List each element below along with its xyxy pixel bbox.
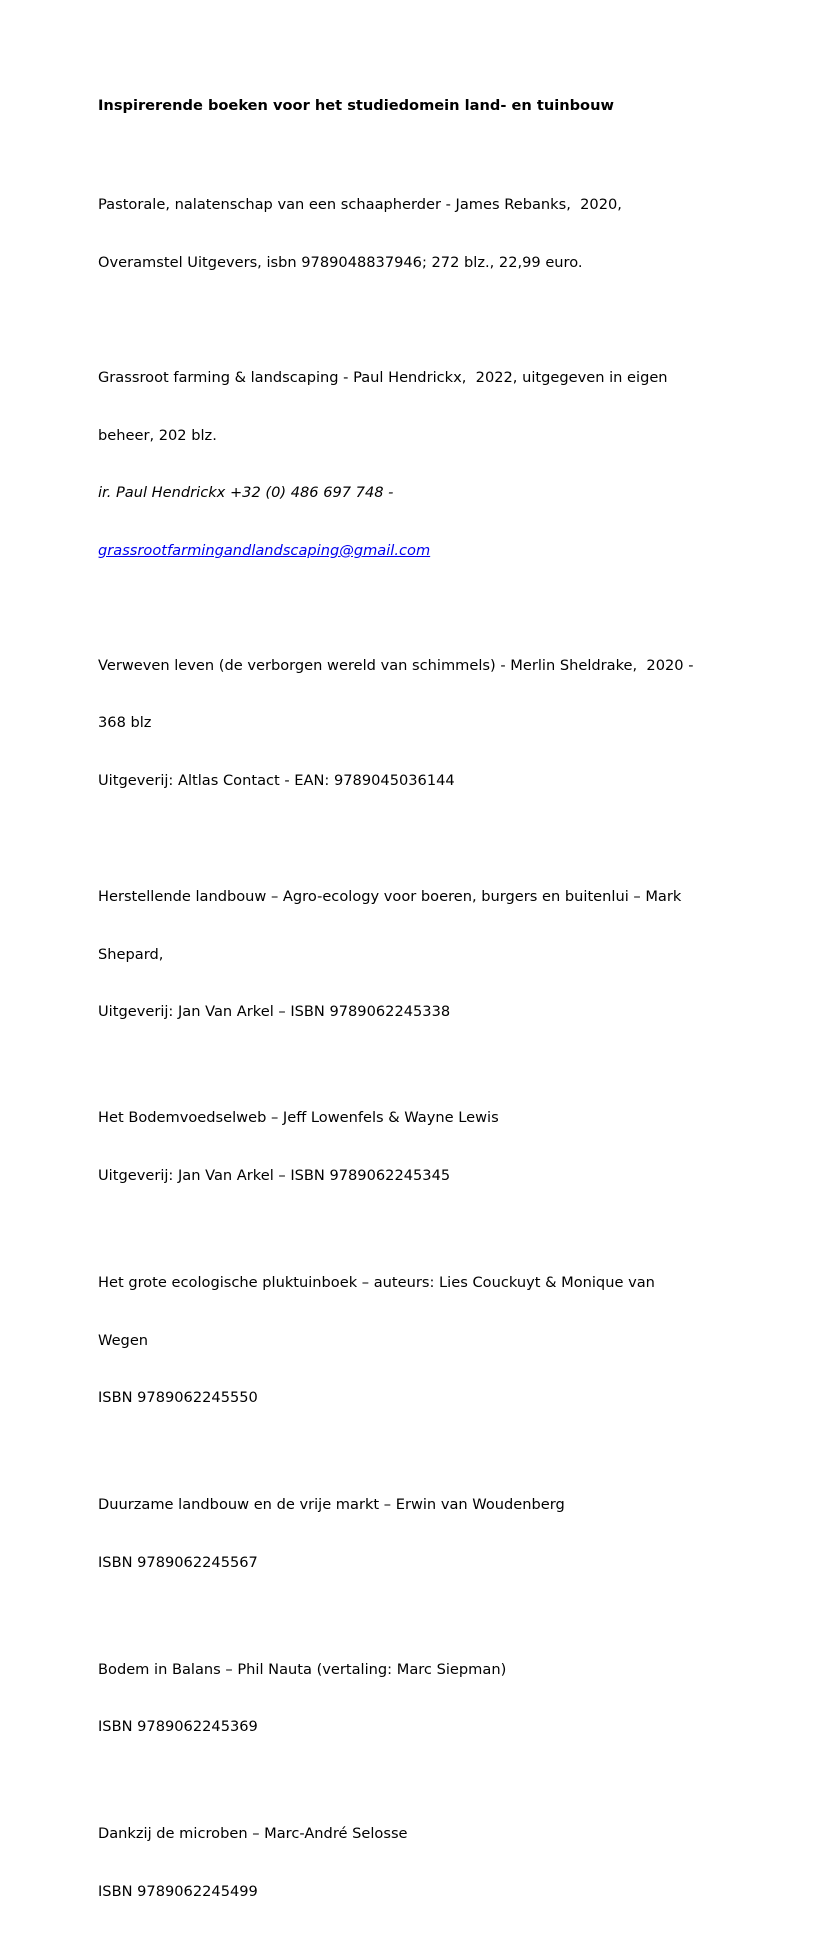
book-entry-herstellende-landbouw <box>98 849 738 1060</box>
entry-line: Overamstel Uitgevers, isbn 9789048837946; 272 blz., 22,99 euro. <box>98 254 583 272</box>
book-entry-dankzij-de-microben <box>98 1786 738 1940</box>
document-page <box>98 96 738 1940</box>
entry-line: beheer, 202 blz. <box>98 426 217 444</box>
entry-line: ISBN 9789062245499 <box>98 1883 258 1901</box>
contact-line: ir. Paul Hendrickx +32 (0) 486 697 748 - <box>98 484 394 502</box>
entry-line: Uitgeverij: Jan Van Arkel – ISBN 9789062245338 <box>98 1003 451 1021</box>
book-entry-pluktuinboek <box>98 1235 738 1446</box>
book-entry-bodemvoedselweb <box>98 1070 738 1224</box>
entry-line: Het grote ecologische pluktuinboek – auteurs: Lies Couckuyt & Monique van <box>98 1273 655 1291</box>
entry-line: 368 blz <box>98 714 152 732</box>
entry-line: Duurzame landbouw en de vrije markt – Erwin van Woudenberg <box>98 1496 565 1514</box>
entry-line: ISBN 9789062245369 <box>98 1718 258 1736</box>
entry-line: Het Bodemvoedselweb – Jeff Lowenfels & Wayne Lewis <box>98 1109 499 1127</box>
entry-line: Uitgeverij: Jan Van Arkel – ISBN 9789062245345 <box>98 1166 451 1184</box>
book-entry-verweven-leven <box>98 617 738 828</box>
entry-line: Wegen <box>98 1331 149 1349</box>
entry-line: Bodem in Balans – Phil Nauta (vertaling: Marc Siepman) <box>98 1660 507 1678</box>
entry-line: Dankzij de microben – Marc-André Selosse <box>98 1825 408 1843</box>
entry-line: Herstellende landbouw – Agro-ecology voor boeren, burgers en buitenlui – Mark <box>98 888 682 906</box>
book-entry-pastorale <box>98 157 738 311</box>
book-entry-grassroot-farming <box>98 330 738 599</box>
entry-line: Grassroot farming & landscaping - Paul Hendrickx, 2022, uitgegeven in eigen <box>98 369 668 387</box>
document-title: Inspirerende boeken voor het studiedomein land- en tuinbouw <box>98 97 614 114</box>
book-entry-duurzame-landbouw <box>98 1457 738 1611</box>
entry-line: Shepard, <box>98 945 164 963</box>
entry-line: ISBN 9789062245550 <box>98 1389 258 1407</box>
entry-line: Verweven leven (de verborgen wereld van schimmels) - Merlin Sheldrake, 2020 - <box>98 656 694 674</box>
entry-line: ISBN 9789062245567 <box>98 1553 258 1571</box>
book-entry-bodem-in-balans <box>98 1621 738 1775</box>
entry-line: Uitgeverij: Altlas Contact - EAN: 9789045036144 <box>98 772 455 790</box>
entry-line: Pastorale, nalatenschap van een schaapherder - James Rebanks, 2020, <box>98 196 622 214</box>
email-link[interactable]: grassrootfarmingandlandscaping@gmail.com <box>98 541 431 559</box>
